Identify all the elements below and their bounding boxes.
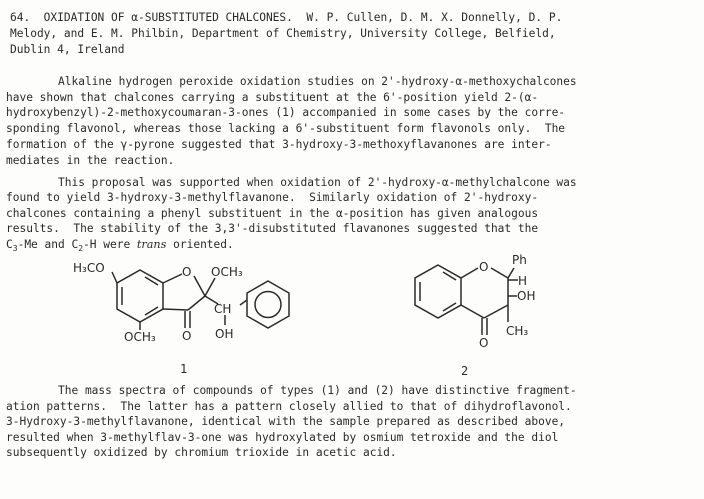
paragraph-1-line: sponding flavonol, whereas those lacking a 6'-substituent form flavonols only. The <box>6 122 566 135</box>
och3-top-label: OCH₃ <box>211 265 243 279</box>
paragraph-3-line: ation patterns. The latter has a pattern closely allied to that of dihydroflavonol. <box>6 400 572 413</box>
paragraph-1-line: have shown that chalcones carrying a substituent at the 6'-position yield 2-(α- <box>6 91 539 104</box>
och3-bottom-label: OCH₃ <box>124 330 156 344</box>
h3co-label: H₃CO <box>73 261 105 275</box>
paragraph-3-line: 3-Hydroxy-3-methylflavanone, identical with the sample prepared as described above, <box>6 415 566 428</box>
paragraph-2-line: results. The stability of the 3,3'-disubstituted flavanones suggested that the <box>6 222 539 235</box>
oh-label: OH <box>215 327 234 341</box>
ch-label: CH <box>214 302 232 316</box>
ring-oxygen-label: O <box>182 265 192 279</box>
ring-oxygen-label: O <box>479 260 489 274</box>
paragraph-2-line: found to yield 3-hydroxy-3-methylflavanone. Similarly oxidation of 2'-hydroxy- <box>6 191 539 204</box>
ch3-label: CH₃ <box>506 324 529 338</box>
paragraph-3-line: resulted when 3-methylflav-3-one was hydroxylated by osmium tetroxide and the diol <box>6 431 559 444</box>
paragraph-3-line: The mass spectra of compounds of types (1) and (2) have distinctive fragment- <box>58 384 577 397</box>
paragraph-2-line: chalcones containing a phenyl substituent in the α-position has given analogous <box>6 207 539 220</box>
paragraph-1-line: formation of the γ-pyrone suggested that 3-hydroxy-3-methoxyflavanones are inter- <box>6 138 552 151</box>
oh-label: OH <box>517 289 536 303</box>
paragraph-3-line: subsequently oxidized by chromium trioxide in acetic acid. <box>6 446 397 459</box>
ketone-oxygen-label: O <box>479 336 489 350</box>
paragraph-2-last-line: $C_3-Me$ and $C_2-H$ were trans oriented. <box>6 238 234 254</box>
h-label: H <box>518 274 528 288</box>
paragraph-1-line: hydroxybenzyl)-2-methoxycoumaran-3-ones (1) accompanied in some cases by the corre- <box>6 106 566 119</box>
header-line-1: 64. OXIDATION OF α-SUBSTITUTED CHALCONES. W. P. Cullen, D. M. X. Donnelly, D. P. <box>10 11 563 24</box>
paragraph-2-line: This proposal was supported when oxidation of 2'-hydroxy-α-methylchalcone was <box>58 176 577 189</box>
header-line-2: Melody, and E. M. Philbin, Department of Chemistry, University College, Belfield, <box>10 27 556 40</box>
compound-1-label: 1 <box>180 362 188 376</box>
compound-2-label: 2 <box>461 364 469 378</box>
paragraph-1-line: Alkaline hydrogen peroxide oxidation studies on 2'-hydroxy-α-methoxychalcones <box>58 75 577 88</box>
ph-label: Ph <box>512 253 527 267</box>
paragraph-1-line: mediates in the reaction. <box>6 154 175 167</box>
header-line-3: Dublin 4, Ireland <box>10 43 125 56</box>
ketone-oxygen-label: O <box>182 329 192 343</box>
